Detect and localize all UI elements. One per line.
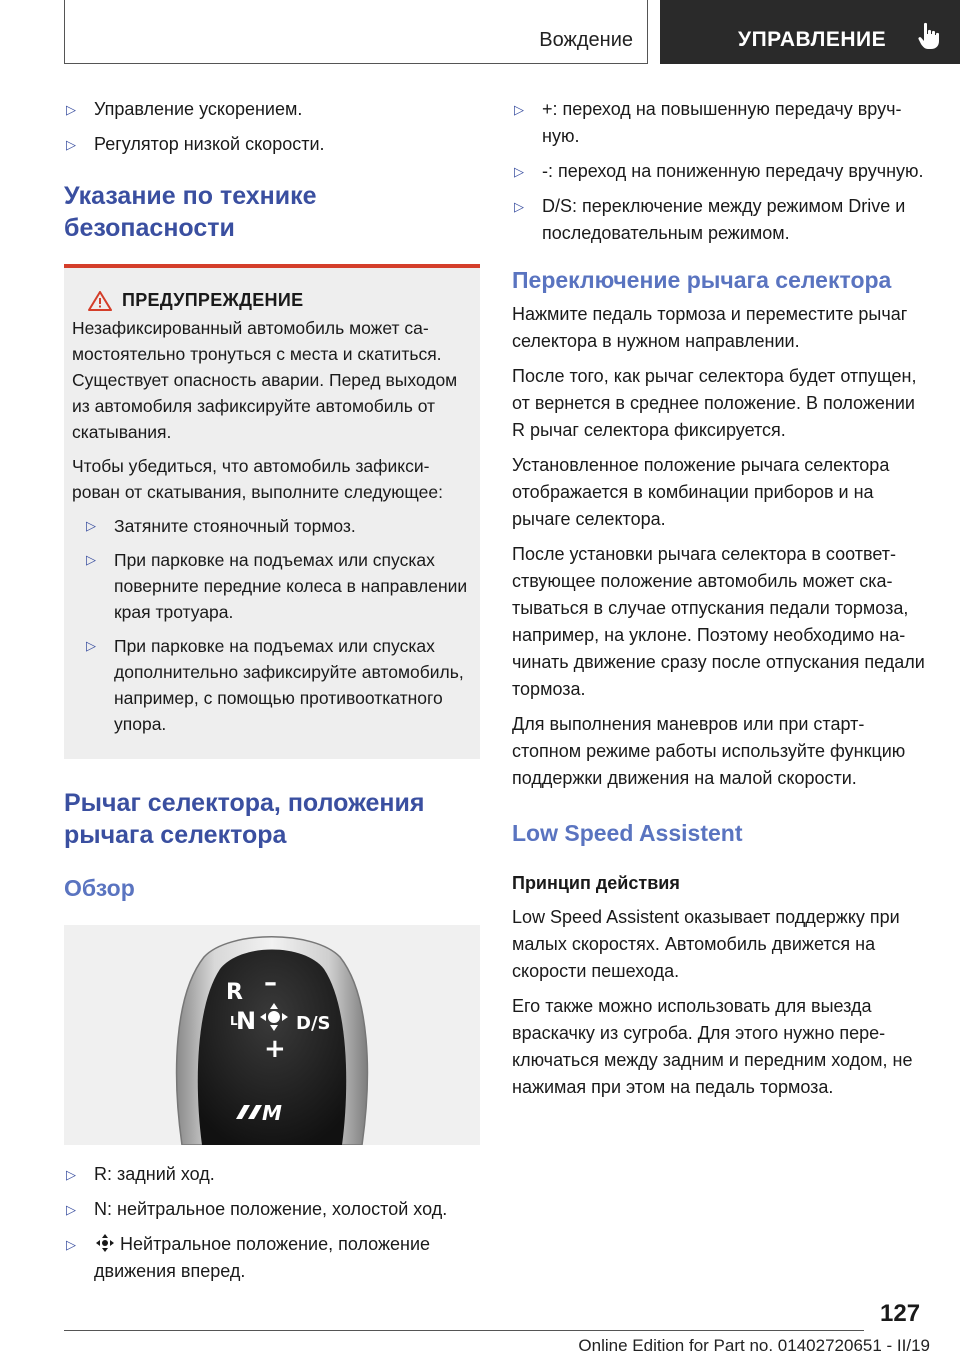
selector-heading: Рычаг селектора, положения рычага селектора (64, 789, 425, 849)
triangle-bullet-icon: ▷ (514, 199, 524, 214)
warning-title: ПРЕДУПРЕЖДЕНИЕ (122, 290, 304, 310)
paragraph: Его также можно использовать для выезда враскачку из сугроба. Для этого нужно переключаться между задним и передним ходом, не нажимая при этом на педаль тормоза. (512, 996, 913, 1097)
paragraph: Для выполнения маневров или при старт-стопном режиме работы используйте функцию поддержки движения на малой скорости. (512, 714, 906, 788)
triangle-bullet-icon: ▷ (514, 102, 524, 117)
hand-pointer-icon (918, 22, 942, 50)
edition-footer: Online Edition for Part no. 01402720651 - II/19 (578, 1336, 930, 1355)
knob-label-n: N (236, 1007, 257, 1035)
paragraph: Установленное положение рычага селектора отображается в комбинации приборов и на рычаге селектора. (512, 455, 890, 529)
knob-label-ds: D/S (296, 1013, 331, 1034)
warning-triangle-icon (88, 291, 112, 311)
manual-shift-list (512, 96, 932, 247)
list-item: ▷ D/S: переключение между режимом Drive и последовательным режимом. (512, 193, 932, 247)
warning-paragraph: Незафиксированный автомобиль может самостоятельно тронуться с места и скатиться. Существует опасность аварии. Перед выходом из автомобиля зафиксируйте автомобиль от скатывания. (72, 318, 458, 442)
paragraph: После того, как рычаг селектора будет отпущен, от вернется в среднее положение. В положении R рычаг селектора фиксируется. (512, 366, 917, 440)
header-section-box (64, 0, 648, 64)
list-item: ▷ +: переход на повышенную передачу вручную. (512, 96, 932, 150)
safety-heading: Указание по технике безопасности (64, 182, 317, 242)
gear-selector-figure (64, 925, 480, 1145)
warning-header (88, 290, 470, 311)
header-chapter-box (660, 0, 960, 64)
positions-list (64, 1161, 480, 1285)
triangle-bullet-icon: ▷ (514, 164, 524, 179)
list-item: ▷ При парковке на подъемах или спусках поверните передние колеса в направлении края тротуара. (84, 547, 470, 625)
shift-heading: Переключение рычага селектора (512, 267, 892, 293)
gear-knob-illustration (64, 925, 480, 1145)
right-column (512, 96, 932, 1101)
footer-divider (64, 1330, 864, 1331)
paragraph: Low Speed Assistent оказывает поддержку при малых скоростях. Автомобиль движется на скорости пешехода. (512, 907, 900, 981)
page-number: 127 (880, 1300, 921, 1327)
triangle-bullet-icon: ▷ (86, 552, 96, 567)
intro-list (64, 96, 480, 158)
list-item: ▷ R: задний ход. (64, 1161, 480, 1188)
warning-paragraph: Чтобы убедиться, что автомобиль зафиксирован от скатывания, выполните следующее: (72, 456, 443, 502)
knob-label-m: M (262, 1101, 282, 1125)
list-item: ▷ Затяните стояночный тормоз. (84, 513, 470, 539)
header-section-title: Вождение (539, 29, 633, 51)
triangle-bullet-icon: ▷ (86, 518, 96, 533)
list-item: ▷ Регулятор низкой скорости. (64, 131, 480, 158)
knob-label-l: L (230, 1014, 238, 1028)
warning-list (84, 513, 470, 737)
principle-heading: Принцип действия (512, 873, 680, 893)
list-item: ▷ При парковке на подъемах или спусках дополнительно зафиксируйте автомобиль, например, с помощью противооткатного упора. (84, 633, 470, 737)
neutral-position-icon (96, 1234, 114, 1252)
list-item: ▷ Управление ускорением. (64, 96, 480, 123)
triangle-bullet-icon: ▷ (66, 1167, 76, 1182)
triangle-bullet-icon: ▷ (66, 102, 76, 117)
triangle-bullet-icon: ▷ (86, 638, 96, 653)
paragraph: Нажмите педаль тормоза и переместите рычаг селектора в нужном направлении. (512, 304, 908, 351)
lsa-heading: Low Speed Assistent (512, 820, 743, 846)
warning-box (64, 264, 480, 759)
list-item: ▷ N: нейтральное положение, холостой ход. (64, 1196, 480, 1223)
list-item: ▷ -: переход на пониженную передачу вручную. (512, 158, 932, 185)
overview-heading: Обзор (64, 875, 135, 901)
header-chapter-title: УПРАВЛЕНИЕ (738, 28, 887, 51)
triangle-bullet-icon: ▷ (66, 137, 76, 152)
knob-label-minus: – (264, 968, 277, 998)
knob-label-plus: + (264, 1034, 286, 1064)
list-item: ▷ Нейтральное положение, положение движения вперед. (64, 1231, 480, 1285)
triangle-bullet-icon: ▷ (66, 1202, 76, 1217)
knob-label-r: R (226, 980, 243, 1005)
left-column (64, 96, 480, 1293)
paragraph: После установки рычага селектора в соответствующее положение автомобиль может скатываться в случае отпускания педали тормоза, например, на уклоне. Поэтому необходимо начинать движение сразу после отпускания педали тормоза. (512, 544, 925, 699)
triangle-bullet-icon: ▷ (66, 1237, 76, 1252)
